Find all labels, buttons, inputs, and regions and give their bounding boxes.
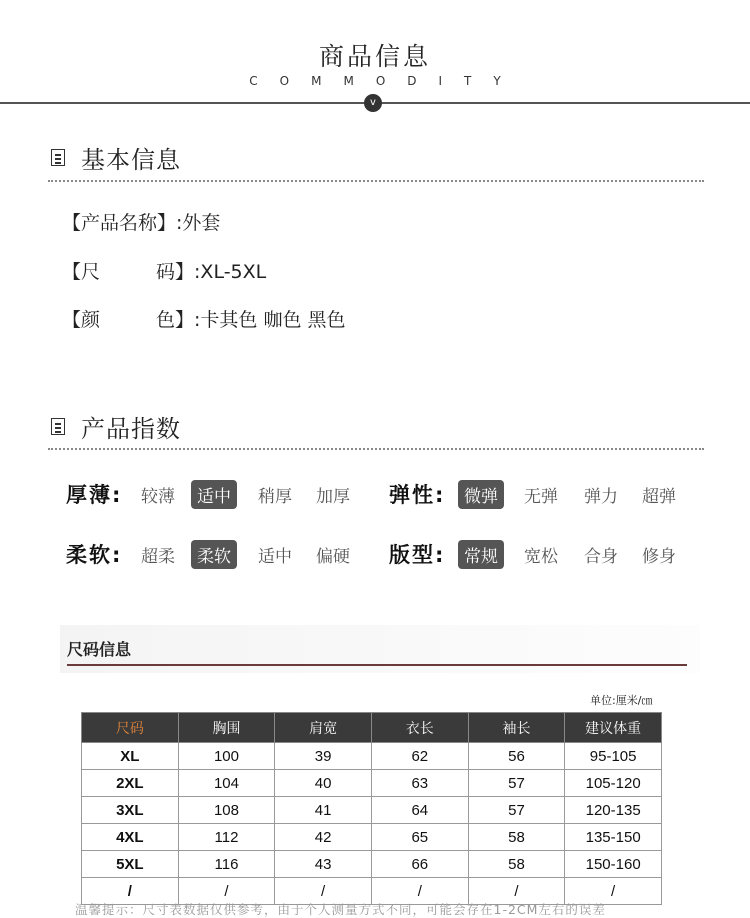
table-cell: 56 (468, 743, 565, 770)
table-cell: 3XL (82, 797, 179, 824)
basic-info-title: 基本信息 (81, 146, 181, 174)
table-row (82, 824, 662, 851)
table-cell: 112 (178, 824, 275, 851)
softness-option: 偏硬 (316, 547, 350, 567)
elasticity-label: 弹性: (389, 483, 446, 507)
elasticity-option: 超弹 (642, 487, 676, 507)
table-cell: / (275, 878, 372, 905)
table-cell: 100 (178, 743, 275, 770)
thickness-option-selected: 适中 (191, 480, 237, 509)
table-cell: 64 (371, 797, 468, 824)
table-cell: 57 (468, 770, 565, 797)
table-cell: / (178, 878, 275, 905)
table-cell: 42 (275, 824, 372, 851)
table-cell: 43 (275, 851, 372, 878)
section-divider (48, 180, 704, 182)
product-name-value: :外套 (176, 212, 221, 234)
table-row (82, 851, 662, 878)
document-icon (51, 149, 65, 166)
table-cell: 58 (468, 851, 565, 878)
thickness-option: 稍厚 (258, 487, 292, 507)
table-cell: 2XL (82, 770, 179, 797)
table-cell: 150-160 (565, 851, 662, 878)
page-title: 商品信息 (318, 42, 431, 71)
size-info-title: 尺码信息 (67, 640, 132, 659)
fit-label: 版型: (389, 543, 446, 567)
softness-option-selected: 柔软 (191, 540, 237, 569)
table-cell: / (565, 878, 662, 905)
table-cell: 57 (468, 797, 565, 824)
column-header-chest: 胸围 (178, 713, 275, 743)
table-cell: 65 (371, 824, 468, 851)
column-header-size: 尺码 (82, 713, 179, 743)
color-label-a: 【颜 (62, 309, 101, 331)
table-cell: 41 (275, 797, 372, 824)
table-cell: 108 (178, 797, 275, 824)
table-cell: 66 (371, 851, 468, 878)
softness-option: 超柔 (141, 547, 175, 567)
fit-option: 宽松 (524, 547, 558, 567)
fit-option-selected: 常规 (458, 540, 504, 569)
table-row (82, 770, 662, 797)
table-cell: 39 (275, 743, 372, 770)
table-cell: 63 (371, 770, 468, 797)
color-row (62, 305, 346, 332)
column-header-length: 衣长 (371, 713, 468, 743)
column-header-shoulder: 肩宽 (275, 713, 372, 743)
elasticity-option: 弹力 (584, 487, 618, 507)
table-cell: / (371, 878, 468, 905)
size-table (81, 712, 662, 905)
table-cell: XL (82, 743, 179, 770)
product-name-label: 【产品名称】 (62, 212, 177, 234)
table-cell: 62 (371, 743, 468, 770)
column-header-weight: 建议体重 (565, 713, 662, 743)
fit-option: 合身 (584, 547, 618, 567)
thickness-option: 加厚 (316, 487, 350, 507)
product-index-title: 产品指数 (81, 415, 181, 443)
thickness-option: 较薄 (141, 487, 175, 507)
product-name-row (62, 208, 220, 235)
chevron-down-icon: v (364, 94, 382, 112)
table-cell: 58 (468, 824, 565, 851)
table-cell: 116 (178, 851, 275, 878)
document-icon (51, 418, 65, 435)
size-table-body (82, 743, 662, 905)
unit-label: 单位:厘米/㎝ (590, 694, 653, 707)
elasticity-option: 无弹 (524, 487, 558, 507)
size-value: :XL-5XL (194, 261, 267, 283)
fit-option: 修身 (642, 547, 676, 567)
softness-label: 柔软: (66, 543, 123, 567)
softness-option: 适中 (258, 547, 292, 567)
table-cell: 120-135 (565, 797, 662, 824)
table-cell: 104 (178, 770, 275, 797)
size-info-divider (67, 664, 687, 666)
section-divider (48, 448, 704, 450)
page-subtitle: COMMODITY (249, 74, 523, 88)
size-table-header (82, 713, 662, 743)
table-cell: 135-150 (565, 824, 662, 851)
table-cell: / (468, 878, 565, 905)
table-cell: 95-105 (565, 743, 662, 770)
table-row (82, 797, 662, 824)
size-label-a: 【尺 (62, 261, 101, 283)
table-row (82, 743, 662, 770)
table-cell: 4XL (82, 824, 179, 851)
size-label-b: 码】 (156, 261, 195, 283)
table-cell: 5XL (82, 851, 179, 878)
size-note: 温馨提示：尺寸表数据仅供参考，由于个人测量方式不同，可能会存在1-2CM左右的误差 (75, 902, 606, 917)
table-cell: 105-120 (565, 770, 662, 797)
elasticity-option-selected: 微弹 (458, 480, 504, 509)
column-header-sleeve: 袖长 (468, 713, 565, 743)
color-value: :卡其色 咖色 黑色 (194, 309, 346, 331)
thickness-label: 厚薄: (66, 483, 123, 507)
size-row (62, 257, 266, 284)
color-label-b: 色】 (156, 309, 195, 331)
table-cell: 40 (275, 770, 372, 797)
table-cell: / (82, 878, 179, 905)
